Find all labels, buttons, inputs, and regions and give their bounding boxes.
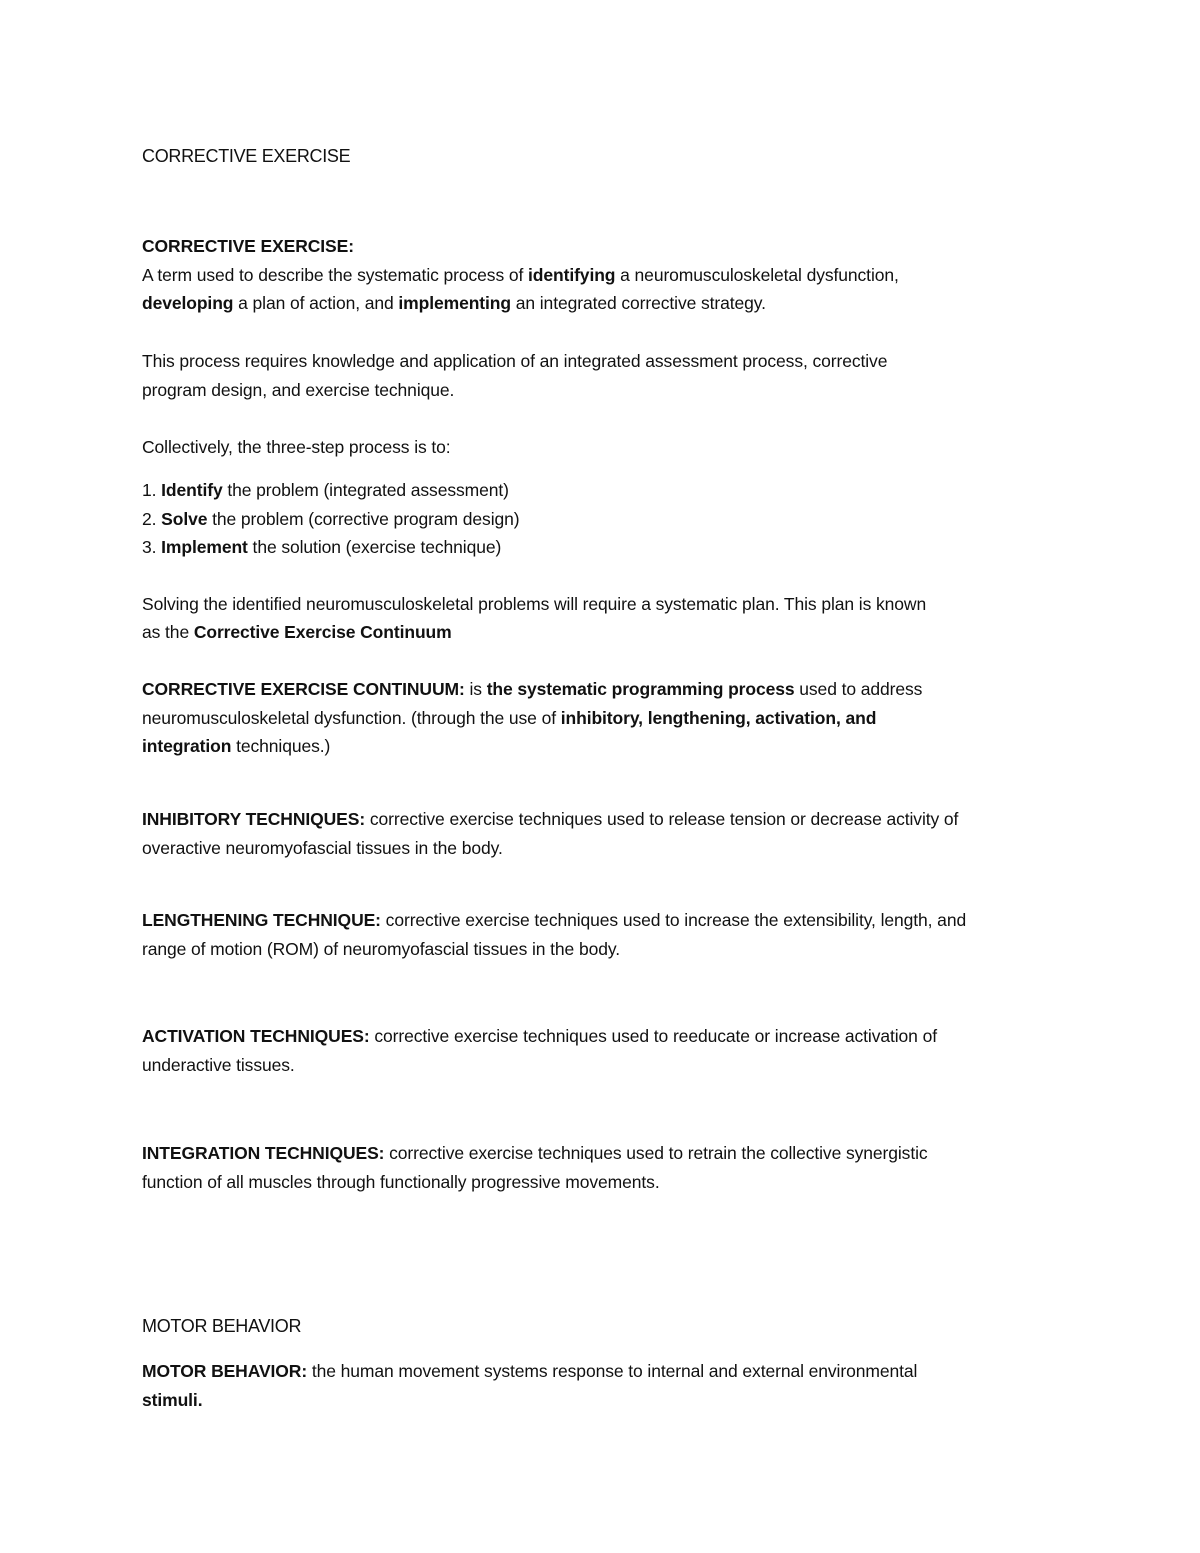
inhibitory-line-2: overactive neuromyofascial tissues in the body. (142, 838, 503, 858)
motor-line-1: MOTOR BEHAVIOR: the human movement systems response to internal and external environmental (142, 1361, 918, 1381)
inhibitory-line-1: INHIBITORY TECHNIQUES: corrective exercise techniques used to release tension or decrease activity of (142, 809, 959, 829)
page-title: CORRECTIVE EXERCISE (142, 146, 351, 166)
step-1: 1. Identify the problem (integrated assessment) (142, 480, 509, 500)
integration-line-1: INTEGRATION TECHNIQUES: corrective exercise techniques used to retrain the collective synergistic (142, 1143, 928, 1163)
process-line-1: This process requires knowledge and application of an integrated assessment process, corrective (142, 351, 888, 371)
lengthening-line-1: LENGTHENING TECHNIQUE: corrective exercise techniques used to increase the extensibility, length, and (142, 910, 967, 930)
process-line-2: program design, and exercise technique. (142, 380, 455, 400)
definition-line-2: developing a plan of action, and implementing an integrated corrective strategy. (142, 293, 766, 313)
collectively-text: Collectively, the three-step process is to: (142, 437, 451, 457)
continuum-line-1: CORRECTIVE EXERCISE CONTINUUM: is the systematic programming process used to address (142, 679, 923, 699)
motor-line-2: stimuli. (142, 1390, 203, 1410)
integration-line-2: function of all muscles through functionally progressive movements. (142, 1172, 660, 1192)
lengthening-line-2: range of motion (ROM) of neuromyofascial tissues in the body. (142, 939, 620, 959)
continuum-line-2: neuromusculoskeletal dysfunction. (through the use of inhibitory, lengthening, activation, and (142, 708, 877, 728)
activation-line-1: ACTIVATION TECHNIQUES: corrective exercise techniques used to reeducate or increase activation of (142, 1026, 937, 1046)
corrective-exercise-term: CORRECTIVE EXERCISE: (142, 236, 354, 256)
step-3: 3. Implement the solution (exercise technique) (142, 537, 502, 557)
activation-line-2: underactive tissues. (142, 1055, 295, 1075)
motor-behavior-heading: MOTOR BEHAVIOR (142, 1316, 302, 1336)
step-2: 2. Solve the problem (corrective program design) (142, 509, 520, 529)
solving-line-1: Solving the identified neuromusculoskeletal problems will require a systematic plan. This plan is known (142, 594, 927, 614)
definition-line-1: A term used to describe the systematic process of identifying a neuromusculoskeletal dysfunction, (142, 265, 899, 285)
continuum-line-3: integration techniques.) (142, 736, 331, 756)
solving-line-2: as the Corrective Exercise Continuum (142, 622, 452, 642)
